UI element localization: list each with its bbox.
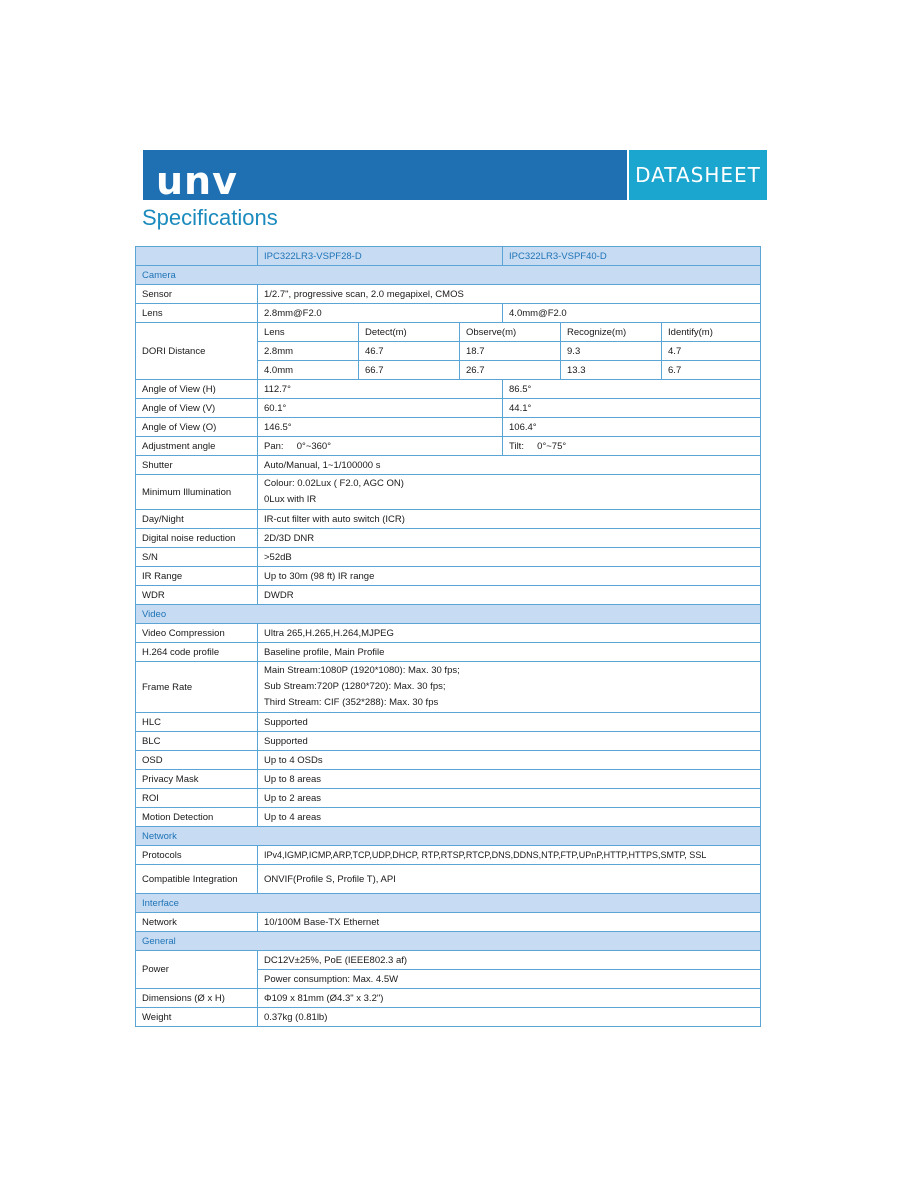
dori-col-lens: Lens	[258, 323, 359, 342]
datasheet-label: DATASHEET	[635, 163, 761, 187]
section-row-general	[136, 932, 761, 951]
spec-row-blc	[136, 732, 761, 751]
spec-label: Lens	[136, 304, 258, 323]
dori-cell: 66.7	[359, 361, 460, 380]
spec-row-sensor	[136, 285, 761, 304]
dori-cell: 46.7	[359, 342, 460, 361]
spec-value	[258, 662, 761, 713]
spec-value: IR-cut filter with auto switch (ICR)	[258, 510, 761, 529]
spec-row-network-port	[136, 913, 761, 932]
spec-value: Up to 8 areas	[258, 770, 761, 789]
spec-label: Day/Night	[136, 510, 258, 529]
spec-value: Supported	[258, 732, 761, 751]
datasheet-badge	[627, 150, 767, 200]
section-title: Video	[136, 605, 761, 624]
spec-label: HLC	[136, 713, 258, 732]
spec-row-min-illumination	[136, 475, 761, 510]
spec-label: Adjustment angle	[136, 437, 258, 456]
spec-value: Up to 4 OSDs	[258, 751, 761, 770]
section-title: Network	[136, 827, 761, 846]
spec-row-aov-o	[136, 418, 761, 437]
dori-cell: 26.7	[460, 361, 561, 380]
spec-label: DORI Distance	[136, 323, 258, 380]
spec-label: Digital noise reduction	[136, 529, 258, 548]
section-row-interface	[136, 894, 761, 913]
section-title: General	[136, 932, 761, 951]
spec-label: H.264 code profile	[136, 643, 258, 662]
model-header-row	[136, 247, 761, 266]
spec-value: Supported	[258, 713, 761, 732]
spec-value: 0.37kg (0.81lb)	[258, 1008, 761, 1027]
spec-row-motion-detection	[136, 808, 761, 827]
spec-row-protocols	[136, 846, 761, 865]
spec-label: Power	[136, 951, 258, 989]
spec-value-model-2: 86.5°	[503, 380, 761, 399]
spec-value-model-1: 112.7°	[258, 380, 503, 399]
spec-row-roi	[136, 789, 761, 808]
page-title: Specifications	[142, 205, 278, 230]
spec-row-adjustment	[136, 437, 761, 456]
spec-value-line: Main Stream:1080P (1920*1080): Max. 30 fps;	[264, 665, 460, 676]
dori-cell: 18.7	[460, 342, 561, 361]
spec-label: Motion Detection	[136, 808, 258, 827]
spec-row-dnr	[136, 529, 761, 548]
spec-value	[258, 475, 761, 510]
spec-label: S/N	[136, 548, 258, 567]
spec-value-line: Third Stream: CIF (352*288): Max. 30 fps	[264, 697, 439, 708]
dori-header-row	[136, 323, 761, 342]
spec-value-model-1: 60.1°	[258, 399, 503, 418]
dori-col-observe: Observe(m)	[460, 323, 561, 342]
dori-col-identify: Identify(m)	[662, 323, 761, 342]
dori-cell: 4.7	[662, 342, 761, 361]
section-row-network	[136, 827, 761, 846]
spec-value: Up to 30m (98 ft) IR range	[258, 567, 761, 586]
spec-value: DWDR	[258, 586, 761, 605]
model-header-empty	[136, 247, 258, 266]
dori-cell: 13.3	[561, 361, 662, 380]
spec-value-line: Colour: 0.02Lux ( F2.0, AGC ON)	[264, 478, 404, 489]
spec-row-ir-range	[136, 567, 761, 586]
spec-value: 1/2.7", progressive scan, 2.0 megapixel, CMOS	[258, 285, 761, 304]
spec-value-model-2: 4.0mm@F2.0	[503, 304, 761, 323]
spec-value: Φ109 x 81mm (Ø4.3" x 3.2")	[258, 989, 761, 1008]
spec-label: Compatible Integration	[136, 865, 258, 894]
spec-label: Angle of View (O)	[136, 418, 258, 437]
spec-value-model-2: 44.1°	[503, 399, 761, 418]
spec-row-day-night	[136, 510, 761, 529]
unv-logo: unv	[156, 159, 238, 203]
dori-cell: 6.7	[662, 361, 761, 380]
spec-value: Up to 4 areas	[258, 808, 761, 827]
spec-row-hlc	[136, 713, 761, 732]
spec-value-model-1: 146.5°	[258, 418, 503, 437]
spec-value-line: Power consumption: Max. 4.5W	[258, 970, 761, 989]
spec-label: Video Compression	[136, 624, 258, 643]
tilt-range: Tilt: 0°~75°	[503, 437, 761, 456]
spec-row-privacy-mask	[136, 770, 761, 789]
dori-cell: 2.8mm	[258, 342, 359, 361]
spec-label: Sensor	[136, 285, 258, 304]
dori-cell: 9.3	[561, 342, 662, 361]
spec-label: IR Range	[136, 567, 258, 586]
spec-row-frame-rate	[136, 662, 761, 713]
spec-value-model-2: 106.4°	[503, 418, 761, 437]
model-name-2: IPC322LR3-VSPF40-D	[503, 247, 761, 266]
spec-row-integration	[136, 865, 761, 894]
spec-value-line: DC12V±25%, PoE (IEEE802.3 af)	[258, 951, 761, 970]
spec-label: Dimensions (Ø x H)	[136, 989, 258, 1008]
spec-label: Protocols	[136, 846, 258, 865]
spec-label: Angle of View (V)	[136, 399, 258, 418]
spec-table	[135, 246, 761, 1027]
spec-label: Privacy Mask	[136, 770, 258, 789]
spec-row-sn	[136, 548, 761, 567]
spec-row-lens	[136, 304, 761, 323]
spec-label: Angle of View (H)	[136, 380, 258, 399]
spec-row-weight	[136, 1008, 761, 1027]
spec-value: 10/100M Base-TX Ethernet	[258, 913, 761, 932]
dori-col-detect: Detect(m)	[359, 323, 460, 342]
spec-label: Weight	[136, 1008, 258, 1027]
spec-label: Shutter	[136, 456, 258, 475]
spec-row-power-line1	[136, 951, 761, 970]
spec-value-model-1: 2.8mm@F2.0	[258, 304, 503, 323]
spec-row-dimensions	[136, 989, 761, 1008]
dori-cell: 4.0mm	[258, 361, 359, 380]
spec-value-line: Sub Stream:720P (1280*720): Max. 30 fps;	[264, 681, 446, 692]
model-name-1: IPC322LR3-VSPF28-D	[258, 247, 503, 266]
spec-row-osd	[136, 751, 761, 770]
spec-label: Minimum Illumination	[136, 475, 258, 510]
spec-value: 2D/3D DNR	[258, 529, 761, 548]
spec-row-h264	[136, 643, 761, 662]
dori-col-recognize: Recognize(m)	[561, 323, 662, 342]
spec-row-wdr	[136, 586, 761, 605]
spec-value: Ultra 265,H.265,H.264,MJPEG	[258, 624, 761, 643]
spec-value: ONVIF(Profile S, Profile T), API	[258, 865, 761, 894]
spec-value: IPv4,IGMP,ICMP,ARP,TCP,UDP,DHCP, RTP,RTSP,RTCP,DNS,DDNS,NTP,FTP,UPnP,HTTP,HTTPS,SMTP, SSL	[258, 846, 761, 865]
spec-value-line: 0Lux with IR	[264, 494, 317, 505]
section-title: Interface	[136, 894, 761, 913]
spec-row-aov-h	[136, 380, 761, 399]
spec-label: ROI	[136, 789, 258, 808]
spec-value: Up to 2 areas	[258, 789, 761, 808]
spec-label: Network	[136, 913, 258, 932]
spec-value: >52dB	[258, 548, 761, 567]
spec-label: WDR	[136, 586, 258, 605]
spec-row-shutter	[136, 456, 761, 475]
spec-label: BLC	[136, 732, 258, 751]
spec-row-compression	[136, 624, 761, 643]
section-row-video	[136, 605, 761, 624]
spec-value: Auto/Manual, 1~1/100000 s	[258, 456, 761, 475]
section-title: Camera	[136, 266, 761, 285]
spec-label: Frame Rate	[136, 662, 258, 713]
spec-label: OSD	[136, 751, 258, 770]
pan-range: Pan: 0°~360°	[258, 437, 503, 456]
section-row-camera	[136, 266, 761, 285]
spec-value: Baseline profile, Main Profile	[258, 643, 761, 662]
spec-row-aov-v	[136, 399, 761, 418]
